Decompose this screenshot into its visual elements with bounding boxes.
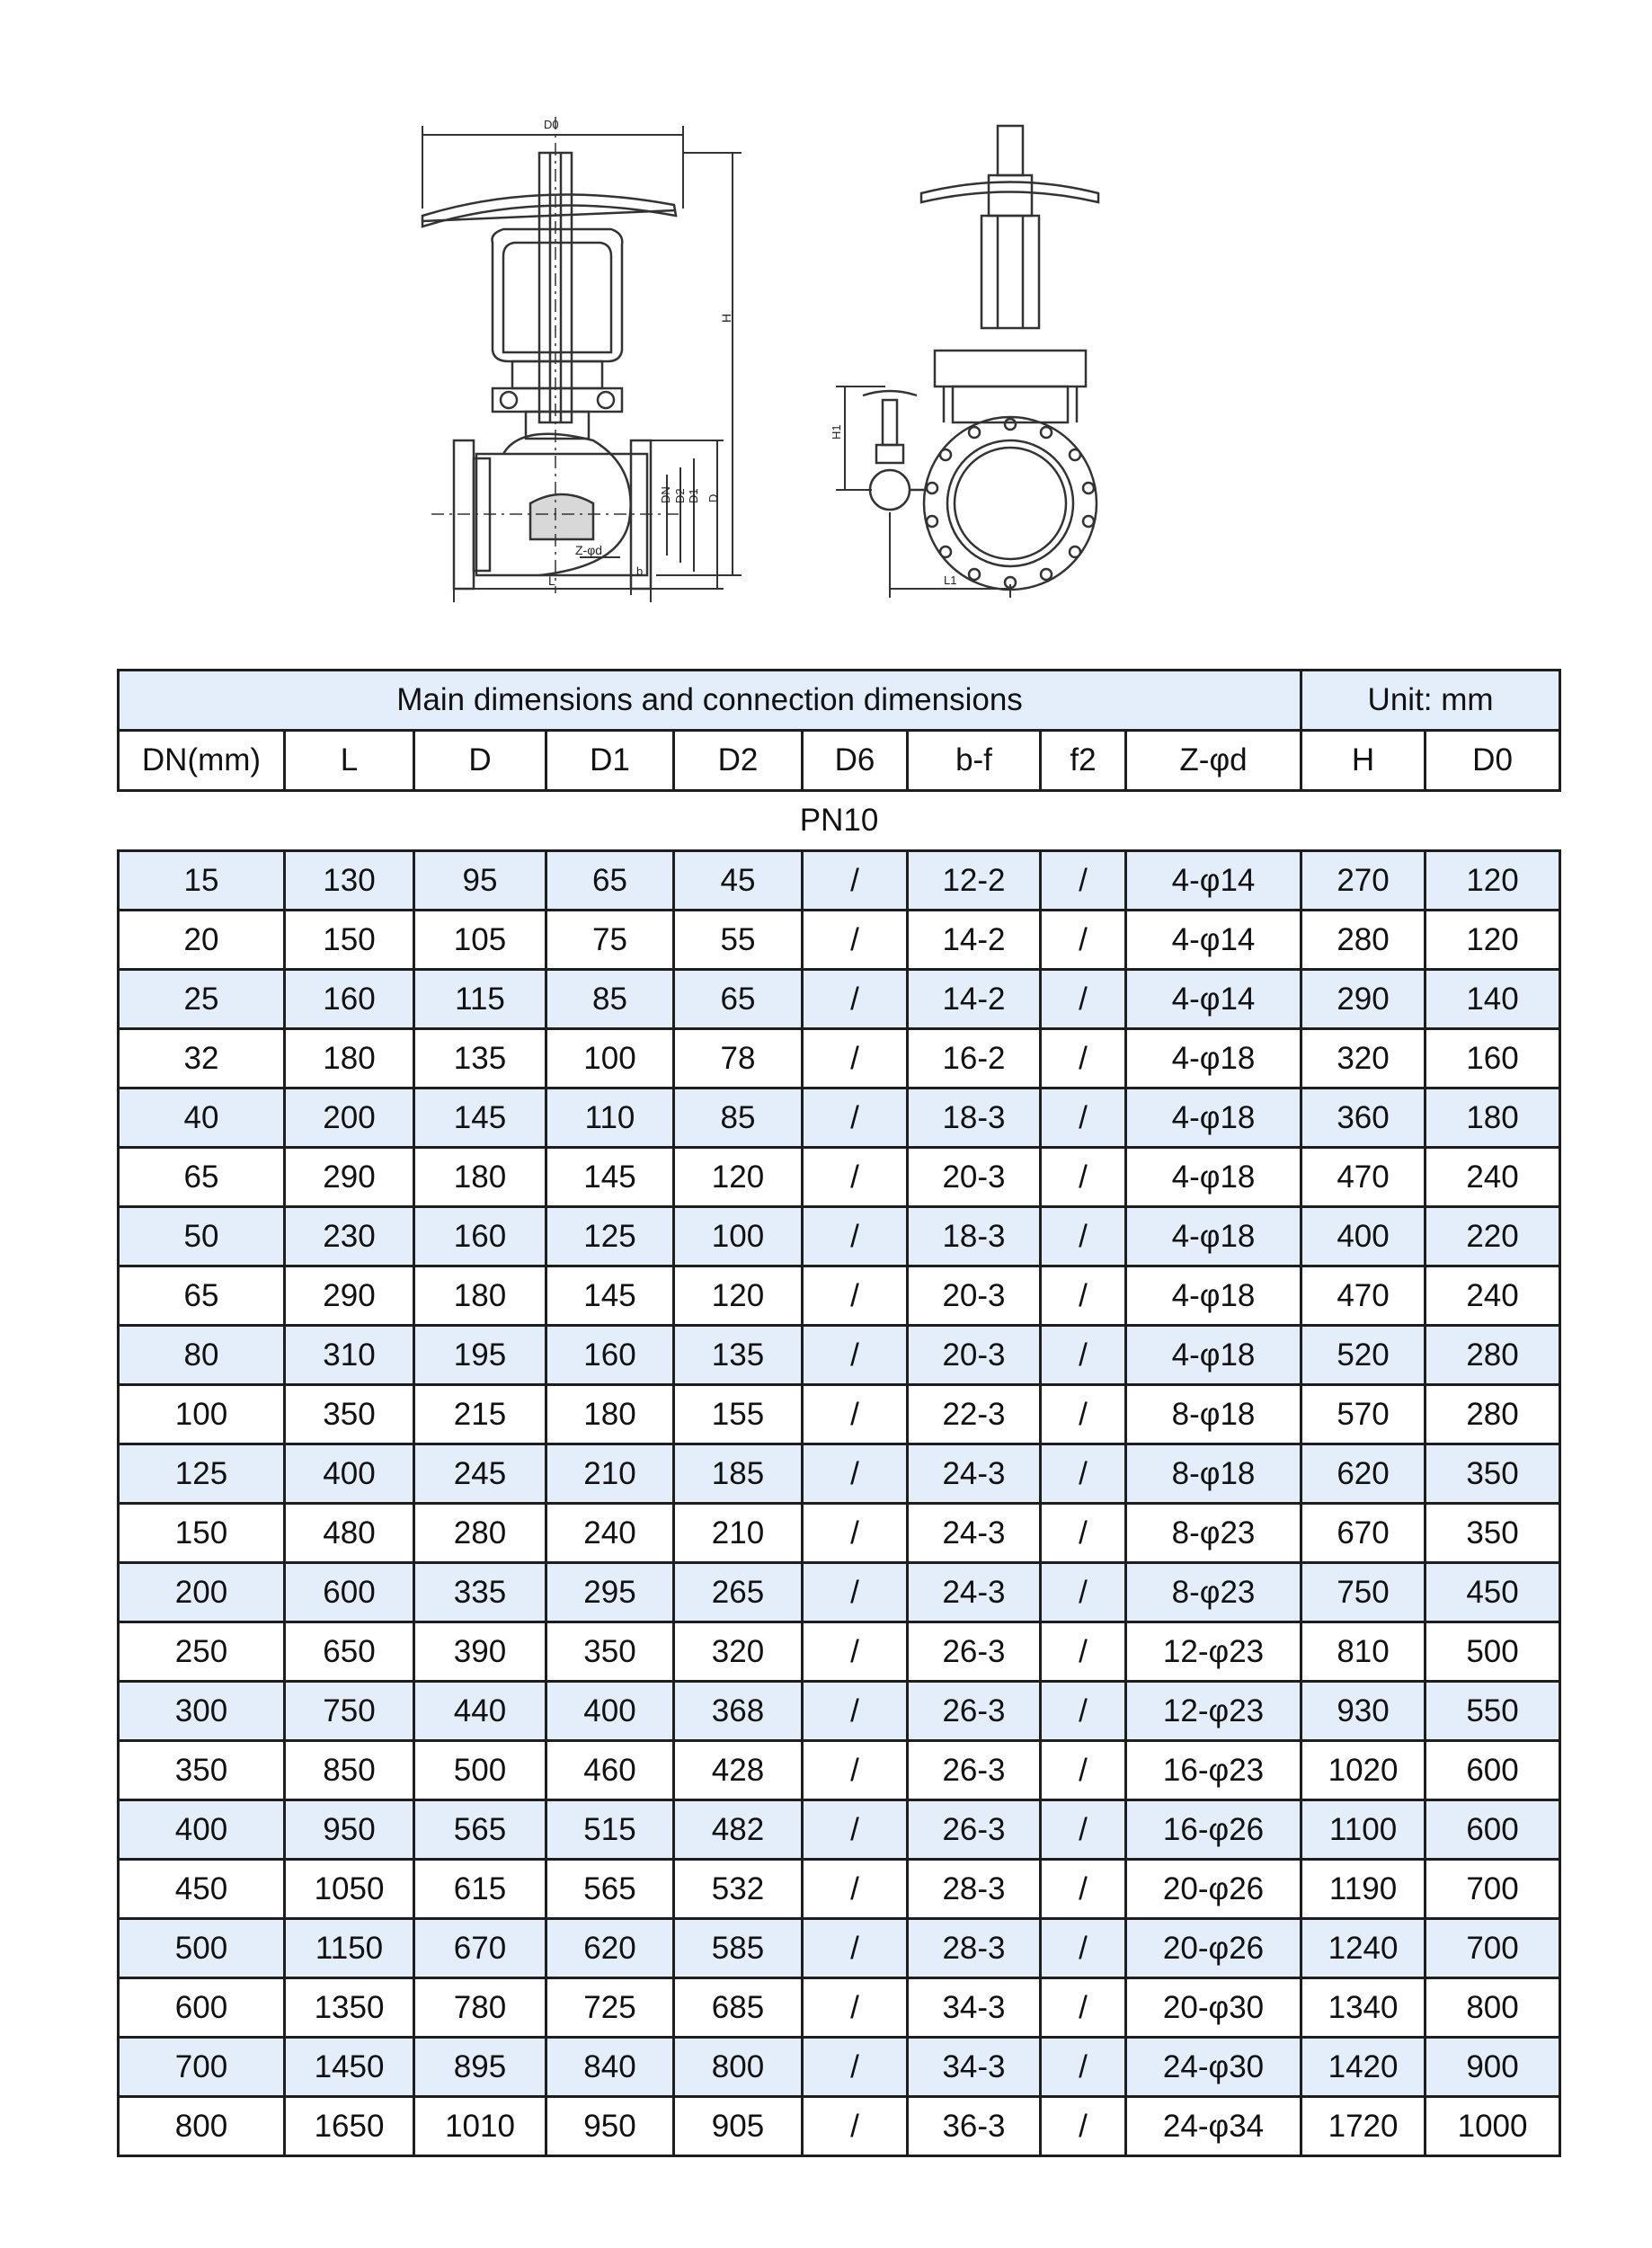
table-cell: 100 (674, 1207, 803, 1266)
table-cell: 65 (674, 970, 803, 1029)
table-cell: 120 (1426, 851, 1560, 911)
table-cell: 160 (414, 1207, 546, 1266)
table-cell: / (1041, 911, 1126, 970)
table-cell: 470 (1301, 1148, 1426, 1207)
table-cell: 245 (414, 1444, 546, 1504)
table-cell: 18-3 (908, 1088, 1041, 1148)
table-cell: 350 (119, 1741, 285, 1800)
table-cell: / (1041, 970, 1126, 1029)
table-cell: 620 (1301, 1444, 1426, 1504)
table-cell: 1420 (1301, 2038, 1426, 2097)
table-cell: 725 (546, 1978, 674, 2038)
table-cell: / (803, 1978, 908, 2038)
table-cell: 24-3 (908, 1504, 1041, 1563)
table-cell: 220 (1426, 1207, 1560, 1266)
table-row (119, 1148, 1560, 1207)
table-cell: 550 (1426, 1682, 1560, 1741)
table-cell: / (1041, 1385, 1126, 1444)
table-cell: 800 (1426, 1978, 1560, 2038)
table-cell: 26-3 (908, 1741, 1041, 1800)
table-cell: 265 (674, 1563, 803, 1622)
table-cell: 700 (119, 2038, 285, 2097)
table-cell: 482 (674, 1800, 803, 1860)
table-row (119, 1029, 1560, 1088)
table-cell: 215 (414, 1385, 546, 1444)
section-row (119, 791, 1560, 851)
table-cell: 240 (1426, 1148, 1560, 1207)
table-cell: 8-φ18 (1126, 1385, 1301, 1444)
table-row (119, 1800, 1560, 1860)
table-cell: 160 (285, 970, 414, 1029)
table-cell: 26-3 (908, 1800, 1041, 1860)
table-cell: / (1041, 1741, 1126, 1800)
table-cell: 12-φ23 (1126, 1622, 1301, 1682)
table-cell: 400 (546, 1682, 674, 1741)
table-cell: 1650 (285, 2097, 414, 2156)
table-row (119, 1622, 1560, 1682)
table-cell: 85 (674, 1088, 803, 1148)
table-cell: 500 (1426, 1622, 1560, 1682)
col-header: D6 (803, 731, 908, 791)
table-cell: 80 (119, 1326, 285, 1385)
table-cell: / (803, 1504, 908, 1563)
table-cell: 24-3 (908, 1563, 1041, 1622)
table-cell: 28-3 (908, 1860, 1041, 1919)
table-cell: 32 (119, 1029, 285, 1088)
table-cell: 950 (546, 2097, 674, 2156)
table-cell: 145 (546, 1266, 674, 1326)
table-row (119, 1326, 1560, 1385)
table-cell: 350 (285, 1385, 414, 1444)
table-cell: 700 (1426, 1860, 1560, 1919)
table-cell: / (1041, 1088, 1126, 1148)
table-cell: / (803, 2097, 908, 2156)
table-row (119, 970, 1560, 1029)
table-row (119, 1978, 1560, 2038)
table-cell: 1150 (285, 1919, 414, 1978)
table-cell: 1000 (1426, 2097, 1560, 2156)
table-cell: 22-3 (908, 1385, 1041, 1444)
table-cell: 368 (674, 1682, 803, 1741)
table-cell: 28-3 (908, 1919, 1041, 1978)
label-z-phi-d: Z-φd (575, 543, 603, 557)
table-cell: 65 (119, 1266, 285, 1326)
table-cell: 16-φ23 (1126, 1741, 1301, 1800)
table-cell: 670 (1301, 1504, 1426, 1563)
table-cell: 180 (1426, 1088, 1560, 1148)
table-cell: 400 (1301, 1207, 1426, 1266)
table-cell: / (1041, 1622, 1126, 1682)
table-cell: / (1041, 1563, 1126, 1622)
table-cell: 155 (674, 1385, 803, 1444)
table-row (119, 2097, 1560, 2156)
table-cell: 780 (414, 1978, 546, 2038)
label-h: H (719, 313, 733, 323)
table-cell: 850 (285, 1741, 414, 1800)
table-cell: 15 (119, 851, 285, 911)
table-cell: 12-φ23 (1126, 1682, 1301, 1741)
table-cell: / (803, 1919, 908, 1978)
table-cell: 45 (674, 851, 803, 911)
col-header: D1 (546, 731, 674, 791)
table-cell: / (1041, 1444, 1126, 1504)
table-cell: 20-3 (908, 1326, 1041, 1385)
col-header: D2 (674, 731, 803, 791)
table-cell: 290 (285, 1148, 414, 1207)
table-row (119, 1266, 1560, 1326)
table-row (119, 911, 1560, 970)
table-cell: 55 (674, 911, 803, 970)
table-cell: 240 (1426, 1266, 1560, 1326)
table-cell: 105 (414, 911, 546, 970)
table-cell: 250 (119, 1622, 285, 1682)
table-cell: / (1041, 1266, 1126, 1326)
table-cell: 4-φ18 (1126, 1029, 1301, 1088)
table-row (119, 1741, 1560, 1800)
table-cell: 65 (119, 1148, 285, 1207)
table-cell: 650 (285, 1622, 414, 1682)
table-cell: 8-φ18 (1126, 1444, 1301, 1504)
table-cell: 600 (119, 1978, 285, 2038)
table-cell: 125 (119, 1444, 285, 1504)
table-cell: / (1041, 1860, 1126, 1919)
table-cell: 40 (119, 1088, 285, 1148)
table-cell: 200 (119, 1563, 285, 1622)
table-cell: 24-φ30 (1126, 2038, 1301, 2097)
table-cell: 95 (414, 851, 546, 911)
table-cell: 140 (1426, 970, 1560, 1029)
table-cell: 700 (1426, 1919, 1560, 1978)
table-cell: 600 (1426, 1741, 1560, 1800)
col-header: L (285, 731, 414, 791)
table-cell: 34-3 (908, 1978, 1041, 2038)
table-row (119, 2038, 1560, 2097)
table-cell: 20-3 (908, 1266, 1041, 1326)
col-header: D0 (1426, 731, 1560, 791)
table-cell: 500 (414, 1741, 546, 1800)
table-cell: 400 (119, 1800, 285, 1860)
table-cell: 1020 (1301, 1741, 1426, 1800)
table-cell: 210 (674, 1504, 803, 1563)
table-cell: 130 (285, 851, 414, 911)
table-cell: 350 (1426, 1444, 1560, 1504)
table-row (119, 1207, 1560, 1266)
table-cell: 12-2 (908, 851, 1041, 911)
table-cell: / (803, 1148, 908, 1207)
table-cell: 100 (546, 1029, 674, 1088)
table-cell: / (1041, 1682, 1126, 1741)
table-cell: 24-φ34 (1126, 2097, 1301, 2156)
bolt-holes (927, 419, 1094, 588)
label-d2: D2 (673, 488, 687, 503)
table-cell: 600 (1426, 1800, 1560, 1860)
table-cell: 600 (285, 1563, 414, 1622)
table-cell: / (803, 1088, 908, 1148)
table-cell: 320 (674, 1622, 803, 1682)
table-cell: 50 (119, 1207, 285, 1266)
table-row (119, 1919, 1560, 1978)
table-cell: 750 (1301, 1563, 1426, 1622)
table-cell: 950 (285, 1800, 414, 1860)
table-cell: 570 (1301, 1385, 1426, 1444)
table-cell: / (803, 1326, 908, 1385)
label-dn: DN (659, 486, 672, 503)
table-cell: 120 (674, 1266, 803, 1326)
table-cell: 335 (414, 1563, 546, 1622)
table-cell: 515 (546, 1800, 674, 1860)
table-cell: 620 (546, 1919, 674, 1978)
table-cell: 440 (414, 1682, 546, 1741)
table-cell: 16-2 (908, 1029, 1041, 1088)
table-cell: 300 (119, 1682, 285, 1741)
table-cell: 840 (546, 2038, 674, 2097)
table-cell: 16-φ26 (1126, 1800, 1301, 1860)
table-cell: 8-φ23 (1126, 1563, 1301, 1622)
col-header: H (1301, 731, 1426, 791)
table-title-row (119, 671, 1560, 731)
col-header: f2 (1041, 731, 1126, 791)
table-cell: 145 (546, 1148, 674, 1207)
table-cell: 120 (1426, 911, 1560, 970)
table-header-row (119, 731, 1560, 791)
table-cell: / (803, 1207, 908, 1266)
table-cell: 78 (674, 1029, 803, 1088)
table-cell: 195 (414, 1326, 546, 1385)
table-cell: 280 (1301, 911, 1426, 970)
table-cell: 25 (119, 970, 285, 1029)
col-header: DN(mm) (119, 731, 285, 791)
table-cell: 8-φ23 (1126, 1504, 1301, 1563)
table-cell: 280 (414, 1504, 546, 1563)
table-cell: 905 (674, 2097, 803, 2156)
table-row (119, 1563, 1560, 1622)
table-cell: 460 (546, 1741, 674, 1800)
table-cell: 1350 (285, 1978, 414, 2038)
table-cell: 125 (546, 1207, 674, 1266)
table-cell: / (803, 1682, 908, 1741)
table-cell: 350 (546, 1622, 674, 1682)
table-title: Main dimensions and connection dimensions (119, 671, 1301, 731)
table-cell: 450 (119, 1860, 285, 1919)
table-cell: 85 (546, 970, 674, 1029)
table-cell: 1100 (1301, 1800, 1426, 1860)
table-row (119, 1682, 1560, 1741)
table-cell: 4-φ18 (1126, 1326, 1301, 1385)
table-cell: / (1041, 1919, 1126, 1978)
table-cell: 145 (414, 1088, 546, 1148)
table-cell: 290 (285, 1266, 414, 1326)
table-cell: 4-φ14 (1126, 911, 1301, 970)
table-cell: 500 (119, 1919, 285, 1978)
table-cell: 110 (546, 1088, 674, 1148)
table-cell: / (1041, 1326, 1126, 1385)
table-cell: 532 (674, 1860, 803, 1919)
table-cell: / (1041, 1148, 1126, 1207)
table-cell: / (803, 911, 908, 970)
table-unit: Unit: mm (1301, 671, 1560, 731)
table-cell: 1190 (1301, 1860, 1426, 1919)
table-cell: / (803, 1860, 908, 1919)
table-cell: 180 (414, 1266, 546, 1326)
table-cell: 26-3 (908, 1682, 1041, 1741)
table-cell: 280 (1426, 1385, 1560, 1444)
table-cell: 428 (674, 1741, 803, 1800)
table-cell: / (803, 851, 908, 911)
col-header: Z-φd (1126, 731, 1301, 791)
table-cell: 670 (414, 1919, 546, 1978)
table-cell: 150 (285, 911, 414, 970)
table-cell: 520 (1301, 1326, 1426, 1385)
label-d: D (706, 493, 720, 502)
table-cell: 180 (546, 1385, 674, 1444)
table-row (119, 1444, 1560, 1504)
table-cell: 310 (285, 1326, 414, 1385)
table-cell: 900 (1426, 2038, 1560, 2097)
table-cell: 34-3 (908, 2038, 1041, 2097)
table-cell: 120 (674, 1148, 803, 1207)
table-cell: 810 (1301, 1622, 1426, 1682)
table-cell: / (1041, 1978, 1126, 2038)
table-cell: 1340 (1301, 1978, 1426, 2038)
table-cell: 14-2 (908, 970, 1041, 1029)
table-cell: 480 (285, 1504, 414, 1563)
table-cell: 320 (1301, 1029, 1426, 1088)
table-cell: 24-3 (908, 1444, 1041, 1504)
table-cell: / (803, 1563, 908, 1622)
table-cell: 390 (414, 1622, 546, 1682)
table-cell: 160 (1426, 1029, 1560, 1088)
table-cell: / (803, 1266, 908, 1326)
table-cell: / (803, 1741, 908, 1800)
table-cell: 400 (285, 1444, 414, 1504)
table-cell: 185 (674, 1444, 803, 1504)
table-row (119, 1088, 1560, 1148)
table-cell: 20-φ26 (1126, 1860, 1301, 1919)
label-d1: D1 (687, 488, 700, 503)
section-label: PN10 (119, 791, 1560, 851)
label-b: b (636, 564, 644, 578)
table-cell: 150 (119, 1504, 285, 1563)
table-cell: / (803, 1385, 908, 1444)
table-row (119, 1860, 1560, 1919)
label-d0: D0 (544, 118, 559, 131)
table-cell: / (803, 1444, 908, 1504)
table-cell: 270 (1301, 851, 1426, 911)
table-cell: 230 (285, 1207, 414, 1266)
table-cell: 180 (285, 1029, 414, 1088)
table-cell: 295 (546, 1563, 674, 1622)
table-cell: 1050 (285, 1860, 414, 1919)
table-cell: 18-3 (908, 1207, 1041, 1266)
table-cell: 350 (1426, 1504, 1560, 1563)
table-cell: 1240 (1301, 1919, 1426, 1978)
table-cell: / (803, 1622, 908, 1682)
table-cell: 800 (674, 2038, 803, 2097)
table-cell: 20-φ30 (1126, 1978, 1301, 2038)
table-cell: / (803, 1029, 908, 1088)
table-cell: 1010 (414, 2097, 546, 2156)
table-cell: 360 (1301, 1088, 1426, 1148)
table-cell: / (803, 970, 908, 1029)
col-header: b-f (908, 731, 1041, 791)
table-cell: 160 (546, 1326, 674, 1385)
table-cell: 565 (546, 1860, 674, 1919)
table-cell: 4-φ18 (1126, 1088, 1301, 1148)
table-cell: 4-φ14 (1126, 970, 1301, 1029)
table-row (119, 1504, 1560, 1563)
table-cell: 4-φ18 (1126, 1148, 1301, 1207)
table-cell: 135 (414, 1029, 546, 1088)
table-cell: / (1041, 2038, 1126, 2097)
table-cell: 180 (414, 1148, 546, 1207)
table-row (119, 851, 1560, 911)
dimensions-table (117, 669, 1561, 2157)
table-cell: 4-φ18 (1126, 1207, 1301, 1266)
table-cell: 930 (1301, 1682, 1426, 1741)
table-cell: 200 (285, 1088, 414, 1148)
table-cell: 565 (414, 1800, 546, 1860)
table-cell: / (1041, 1029, 1126, 1088)
table-cell: 26-3 (908, 1622, 1041, 1682)
table-cell: / (1041, 1207, 1126, 1266)
table-cell: 100 (119, 1385, 285, 1444)
table-cell: 20-3 (908, 1148, 1041, 1207)
table-cell: / (1041, 2097, 1126, 2156)
table-row (119, 1385, 1560, 1444)
table-cell: 20-φ26 (1126, 1919, 1301, 1978)
col-header: D (414, 731, 546, 791)
table-cell: 36-3 (908, 2097, 1041, 2156)
table-cell: 65 (546, 851, 674, 911)
label-h1: H1 (830, 424, 843, 440)
table-cell: 280 (1426, 1326, 1560, 1385)
label-l: L (548, 573, 555, 588)
table-cell: / (1041, 1800, 1126, 1860)
table-cell: 685 (674, 1978, 803, 2038)
table-cell: 135 (674, 1326, 803, 1385)
table-cell: 290 (1301, 970, 1426, 1029)
table-cell: / (803, 2038, 908, 2097)
table-cell: 240 (546, 1504, 674, 1563)
table-cell: 1720 (1301, 2097, 1426, 2156)
table-cell: 20 (119, 911, 285, 970)
table-cell: 210 (546, 1444, 674, 1504)
table-cell: 450 (1426, 1563, 1560, 1622)
table-cell: 4-φ18 (1126, 1266, 1301, 1326)
table-cell: 800 (119, 2097, 285, 2156)
table-cell: 585 (674, 1919, 803, 1978)
table-cell: 895 (414, 2038, 546, 2097)
table-cell: / (1041, 1504, 1126, 1563)
table-cell: 750 (285, 1682, 414, 1741)
table-cell: 470 (1301, 1266, 1426, 1326)
table-cell: 1450 (285, 2038, 414, 2097)
table-cell: 75 (546, 911, 674, 970)
table-cell: 14-2 (908, 911, 1041, 970)
table-cell: 615 (414, 1860, 546, 1919)
label-l1: L1 (944, 573, 957, 587)
table-cell: 4-φ14 (1126, 851, 1301, 911)
valve-drawing (0, 0, 1652, 629)
table-cell: / (1041, 851, 1126, 911)
table-cell: / (803, 1800, 908, 1860)
table-cell: 115 (414, 970, 546, 1029)
